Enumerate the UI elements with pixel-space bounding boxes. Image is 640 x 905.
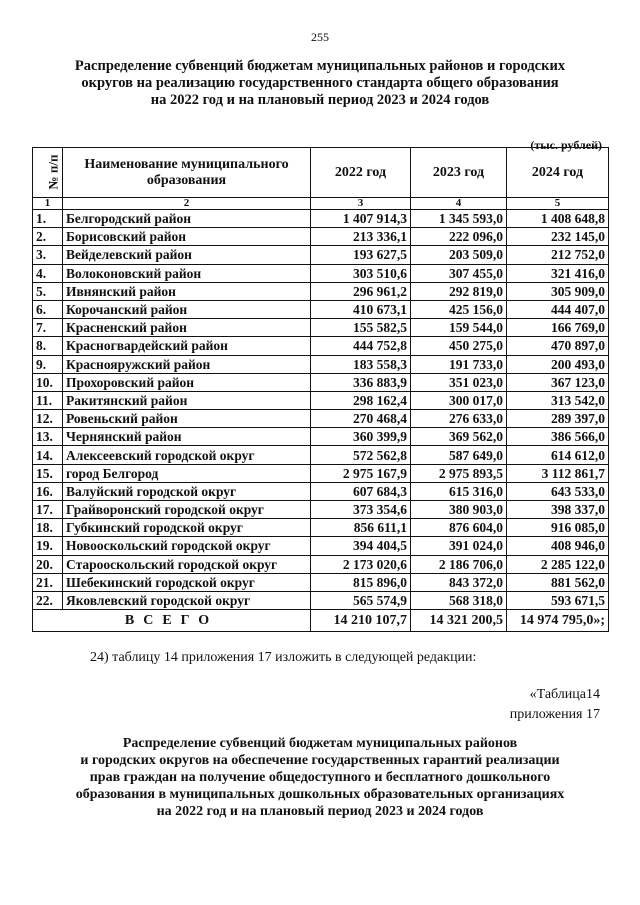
row-number: 22. xyxy=(33,591,63,609)
row-value-2024: 166 769,0 xyxy=(507,319,609,337)
table-row xyxy=(33,391,609,409)
row-name: Чернянский район xyxy=(63,428,311,446)
units-label: (тыс. рублей) xyxy=(530,138,602,152)
row-value-2022: 2 173 020,6 xyxy=(311,555,411,573)
row-value-2022: 394 404,5 xyxy=(311,537,411,555)
row-value-2024: 614 612,0 xyxy=(507,446,609,464)
amendment-instruction: 24) таблицу 14 приложения 17 изложить в следующей редакции: xyxy=(90,650,477,665)
row-value-2022: 296 961,2 xyxy=(311,282,411,300)
row-value-2023: 300 017,0 xyxy=(411,391,507,409)
row-name: Вейделевский район xyxy=(63,246,311,264)
row-value-2022: 303 510,6 xyxy=(311,264,411,282)
table-row xyxy=(33,210,609,228)
column-index-row xyxy=(33,198,609,210)
row-value-2023: 369 562,0 xyxy=(411,428,507,446)
table-row xyxy=(33,410,609,428)
row-value-2024: 367 123,0 xyxy=(507,373,609,391)
row-number: 8. xyxy=(33,337,63,355)
table-row xyxy=(33,300,609,318)
row-number: 13. xyxy=(33,428,63,446)
row-value-2024: 1 408 648,8 xyxy=(507,210,609,228)
row-value-2022: 360 399,9 xyxy=(311,428,411,446)
header-no: № п/п xyxy=(33,148,63,198)
column-index: 3 xyxy=(311,198,411,210)
row-value-2023: 203 509,0 xyxy=(411,246,507,264)
table-row xyxy=(33,501,609,519)
row-name: Прохоровский район xyxy=(63,373,311,391)
subsidy-table xyxy=(32,147,609,632)
header-name: Наименование муниципального образования xyxy=(63,148,311,198)
row-number: 17. xyxy=(33,501,63,519)
row-value-2022: 155 582,5 xyxy=(311,319,411,337)
table-row xyxy=(33,282,609,300)
row-name: Белгородский район xyxy=(63,210,311,228)
table-row xyxy=(33,555,609,573)
row-number: 12. xyxy=(33,410,63,428)
row-value-2023: 276 633,0 xyxy=(411,410,507,428)
row-value-2022: 444 752,8 xyxy=(311,337,411,355)
row-value-2024: 470 897,0 xyxy=(507,337,609,355)
row-value-2023: 876 604,0 xyxy=(411,519,507,537)
row-value-2023: 292 819,0 xyxy=(411,282,507,300)
row-number: 1. xyxy=(33,210,63,228)
row-value-2024: 408 946,0 xyxy=(507,537,609,555)
row-value-2022: 183 558,3 xyxy=(311,355,411,373)
row-value-2024: 321 416,0 xyxy=(507,264,609,282)
column-index: 4 xyxy=(411,198,507,210)
section-title-line: и городских округов на обеспечение государственных гарантий реализации xyxy=(80,753,560,768)
row-value-2022: 815 896,0 xyxy=(311,573,411,591)
row-value-2023: 391 024,0 xyxy=(411,537,507,555)
row-value-2023: 191 733,0 xyxy=(411,355,507,373)
row-value-2022: 565 574,9 xyxy=(311,591,411,609)
row-name: Красногвардейский район xyxy=(63,337,311,355)
row-value-2023: 380 903,0 xyxy=(411,501,507,519)
row-number: 7. xyxy=(33,319,63,337)
row-number: 6. xyxy=(33,300,63,318)
row-name: Краснояружский район xyxy=(63,355,311,373)
row-value-2024: 200 493,0 xyxy=(507,355,609,373)
row-number: 11. xyxy=(33,391,63,409)
row-value-2024: 232 145,0 xyxy=(507,228,609,246)
row-value-2024: 916 085,0 xyxy=(507,519,609,537)
table-ref-line: приложения 17 xyxy=(509,707,600,722)
row-name: Ровеньский район xyxy=(63,410,311,428)
row-value-2023: 843 372,0 xyxy=(411,573,507,591)
section-title-line: образования в муниципальных дошкольных образовательных организациях xyxy=(75,787,565,802)
row-value-2024: 3 112 861,7 xyxy=(507,464,609,482)
table-row xyxy=(33,246,609,264)
column-index: 5 xyxy=(507,198,609,210)
total-2022: 14 210 107,7 xyxy=(311,610,411,632)
row-name: Старооскольский городской округ xyxy=(63,555,311,573)
row-number: 19. xyxy=(33,537,63,555)
row-value-2023: 587 649,0 xyxy=(411,446,507,464)
header-2023: 2023 год xyxy=(411,148,507,198)
row-name: Волоконовский район xyxy=(63,264,311,282)
table-row xyxy=(33,228,609,246)
row-number: 20. xyxy=(33,555,63,573)
row-value-2024: 289 397,0 xyxy=(507,410,609,428)
row-number: 10. xyxy=(33,373,63,391)
row-number: 2. xyxy=(33,228,63,246)
page-number: 255 xyxy=(311,30,329,44)
row-value-2022: 193 627,5 xyxy=(311,246,411,264)
row-name: Грайворонский городской округ xyxy=(63,501,311,519)
row-name: Корочанский район xyxy=(63,300,311,318)
row-value-2023: 2 975 893,5 xyxy=(411,464,507,482)
row-value-2024: 2 285 122,0 xyxy=(507,555,609,573)
row-value-2023: 615 316,0 xyxy=(411,482,507,500)
row-number: 14. xyxy=(33,446,63,464)
row-value-2022: 1 407 914,3 xyxy=(311,210,411,228)
row-number: 3. xyxy=(33,246,63,264)
table-reference xyxy=(510,685,600,725)
row-name: город Белгород xyxy=(63,464,311,482)
row-value-2023: 568 318,0 xyxy=(411,591,507,609)
column-index: 2 xyxy=(63,198,311,210)
table-row xyxy=(33,591,609,609)
table-ref-line: «Таблица14 xyxy=(529,687,600,702)
total-2024: 14 974 795,0»; xyxy=(507,610,609,632)
table-row xyxy=(33,337,609,355)
row-value-2024: 398 337,0 xyxy=(507,501,609,519)
row-number: 16. xyxy=(33,482,63,500)
table-row xyxy=(33,373,609,391)
row-name: Шебекинский городской округ xyxy=(63,573,311,591)
section-title-line: прав граждан на получение общедоступного и бесплатного дошкольного xyxy=(89,770,551,785)
row-number: 9. xyxy=(33,355,63,373)
table-row xyxy=(33,573,609,591)
section-title xyxy=(40,735,600,820)
table-row xyxy=(33,519,609,537)
row-value-2023: 351 023,0 xyxy=(411,373,507,391)
row-value-2022: 2 975 167,9 xyxy=(311,464,411,482)
section-title-line: на 2022 год и на плановый период 2023 и 2024 годов xyxy=(156,804,484,819)
row-value-2023: 450 275,0 xyxy=(411,337,507,355)
table-row xyxy=(33,264,609,282)
row-name: Ивнянский район xyxy=(63,282,311,300)
row-name: Новооскольский городской округ xyxy=(63,537,311,555)
row-value-2023: 307 455,0 xyxy=(411,264,507,282)
row-value-2024: 643 533,0 xyxy=(507,482,609,500)
row-value-2022: 336 883,9 xyxy=(311,373,411,391)
row-number: 15. xyxy=(33,464,63,482)
row-number: 18. xyxy=(33,519,63,537)
row-value-2022: 298 162,4 xyxy=(311,391,411,409)
title-line: на 2022 год и на плановый период 2023 и 2024 годов xyxy=(150,92,490,108)
row-value-2024: 444 407,0 xyxy=(507,300,609,318)
total-label: ВСЕГО xyxy=(33,610,311,632)
section-title-line: Распределение субвенций бюджетам муниципальных районов xyxy=(122,736,518,751)
row-name: Ракитянский район xyxy=(63,391,311,409)
row-value-2023: 2 186 706,0 xyxy=(411,555,507,573)
row-name: Яковлевский городской округ xyxy=(63,591,311,609)
row-value-2024: 593 671,5 xyxy=(507,591,609,609)
row-value-2022: 373 354,6 xyxy=(311,501,411,519)
row-name: Борисовский район xyxy=(63,228,311,246)
table-row xyxy=(33,428,609,446)
document-title xyxy=(50,58,590,109)
header-2024: 2024 год xyxy=(507,148,609,198)
table-row xyxy=(33,355,609,373)
row-value-2023: 159 544,0 xyxy=(411,319,507,337)
row-value-2024: 212 752,0 xyxy=(507,246,609,264)
row-value-2022: 410 673,1 xyxy=(311,300,411,318)
table-row xyxy=(33,446,609,464)
row-value-2022: 572 562,8 xyxy=(311,446,411,464)
row-name: Губкинский городской округ xyxy=(63,519,311,537)
table-row xyxy=(33,464,609,482)
table-row xyxy=(33,537,609,555)
row-value-2024: 313 542,0 xyxy=(507,391,609,409)
row-value-2023: 425 156,0 xyxy=(411,300,507,318)
title-line: округов на реализацию государственного стандарта общего образования xyxy=(81,75,559,91)
row-value-2024: 881 562,0 xyxy=(507,573,609,591)
table-row xyxy=(33,482,609,500)
row-name: Валуйский городской округ xyxy=(63,482,311,500)
row-name: Алексеевский городской округ xyxy=(63,446,311,464)
row-value-2023: 222 096,0 xyxy=(411,228,507,246)
row-value-2022: 213 336,1 xyxy=(311,228,411,246)
row-value-2022: 856 611,1 xyxy=(311,519,411,537)
row-value-2022: 270 468,4 xyxy=(311,410,411,428)
table-row xyxy=(33,319,609,337)
header-2022: 2022 год xyxy=(311,148,411,198)
row-number: 4. xyxy=(33,264,63,282)
total-2023: 14 321 200,5 xyxy=(411,610,507,632)
row-name: Красненский район xyxy=(63,319,311,337)
total-row xyxy=(33,610,609,632)
row-value-2024: 305 909,0 xyxy=(507,282,609,300)
title-line: Распределение субвенций бюджетам муниципальных районов и городских xyxy=(74,58,566,74)
row-value-2023: 1 345 593,0 xyxy=(411,210,507,228)
row-number: 21. xyxy=(33,573,63,591)
column-index: 1 xyxy=(33,198,63,210)
row-value-2024: 386 566,0 xyxy=(507,428,609,446)
row-number: 5. xyxy=(33,282,63,300)
row-value-2022: 607 684,3 xyxy=(311,482,411,500)
